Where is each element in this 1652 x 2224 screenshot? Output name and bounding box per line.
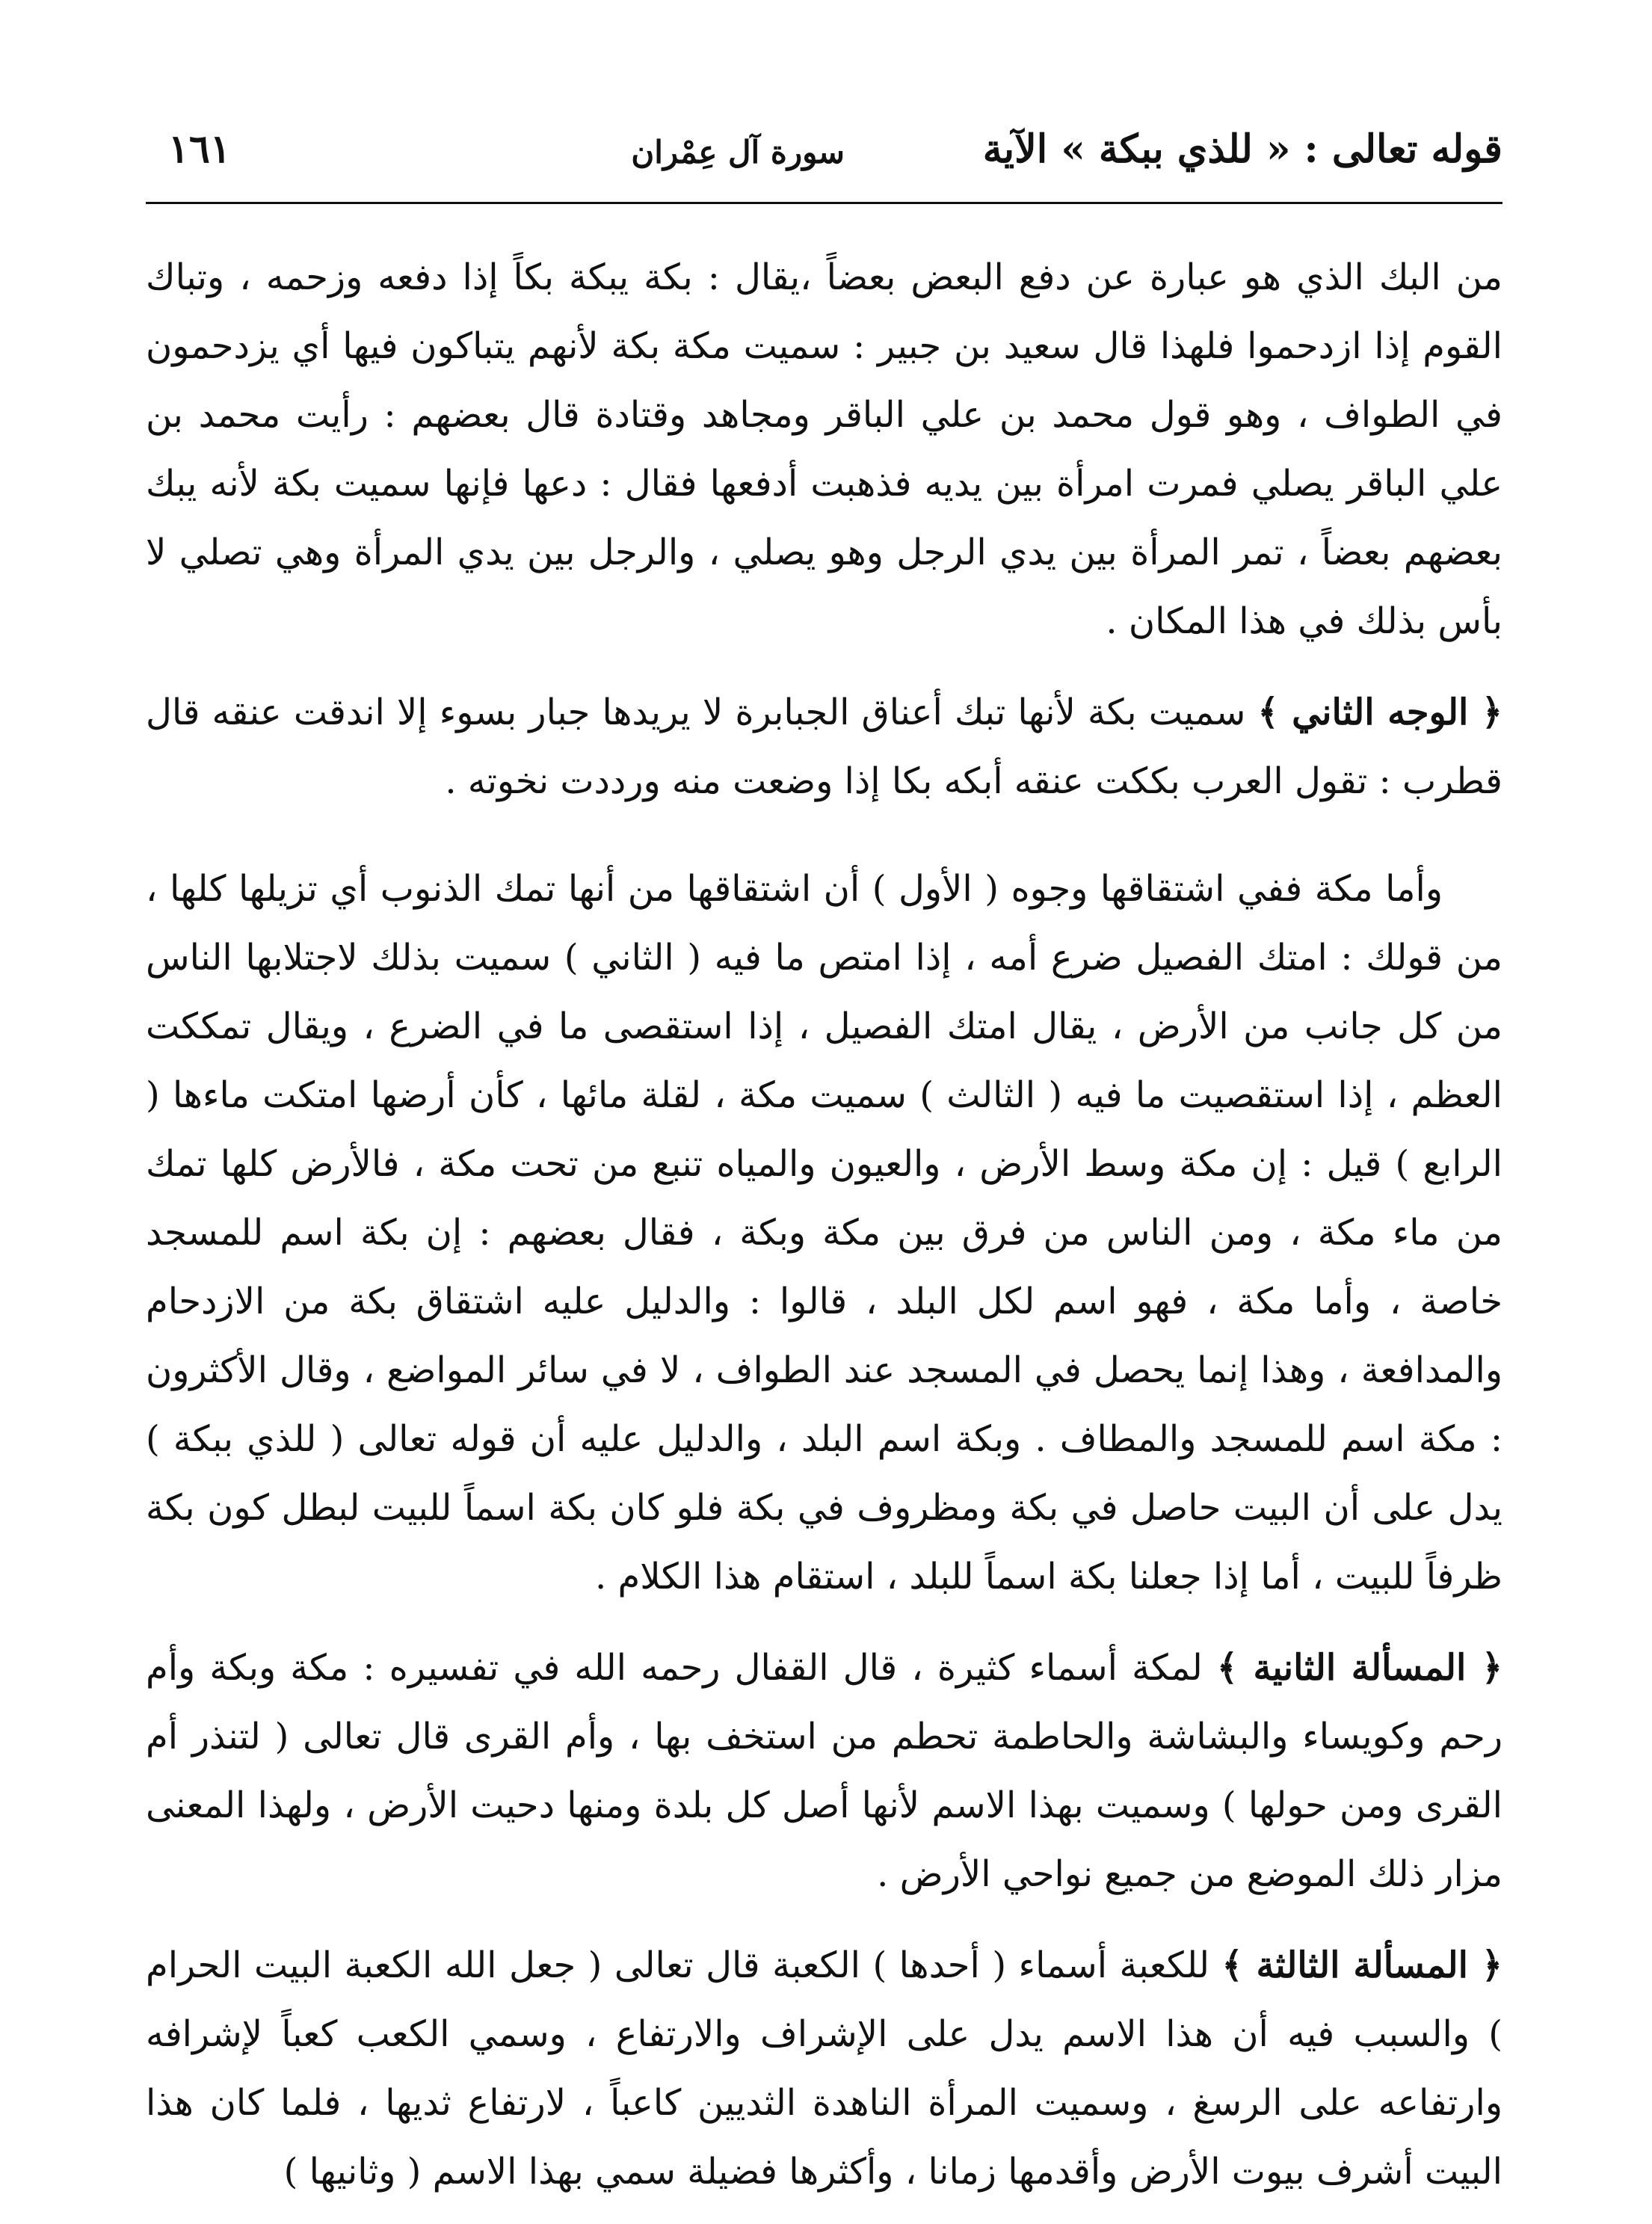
paragraph — [146, 243, 1502, 656]
header-rule — [146, 202, 1502, 204]
paragraph-text: لمكة أسماء كثيرة ، قال القفال رحمه الله في تفسيره : مكة وبكة وأم رحم وكويساء والبشاشة والحاطمة تحطم من استخف بها ، وأم القرى قال تعالى ( لتنذر أم القرى ومن حولها ) وسميت بهذا الاسم لأنها أصل كل بلدة ومنها دحيت الأرض ، ولهذا المعنى مزار ذلك الموضع من جميع نواحي الأرض . — [146, 1647, 1502, 1895]
page-number: ١٦١ — [168, 126, 231, 172]
paragraph-text: وأما مكة ففي اشتقاقها وجوه ( الأول ) أن اشتقاقها من أنها تمك الذنوب أي تزيلها كلها ، من قولك : امتك الفصيل ضرع أمه ، إذا امتص ما فيه ( الثاني ) سميت بذلك لاجتلابها الناس من كل جانب من الأرض ، يقال امتك الفصيل ، إذا استقصى ما في الضرع ، ويقال تمككت العظم ، إذا استقصيت ما فيه ( الثالث ) سميت مكة ، لقلة مائها ، كأن أرضها امتكت ماءها ( الرابع ) قيل : إن مكة وسط الأرض ، والعيون والمياه تنبع من تحت مكة ، فالأرض كلها تمك من ماء مكة ، ومن الناس من فرق بين مكة وبكة ، فقال بعضهم : إن بكة اسم للمسجد خاصة ، وأما مكة ، فهو اسم لكل البلد ، قالوا : والدليل عليه اشتقاق بكة من الازدحام والمدافعة ، وهذا إنما يحصل في المسجد عند الطواف ، لا في سائر المواضع ، وقال الأكثرون : مكة اسم للمسجد والمطاف . وبكة اسم البلد ، والدليل عليه أن قوله تعالى ( للذي ببكة ) يدل على أن البيت حاصل في بكة ومظروف في بكة فلو كان بكة اسماً للبيت لبطل كون بكة ظرفاً للبيت ، أما إذا جعلنا بكة اسماً للبلد ، استقام هذا الكلام . — [146, 868, 1503, 1598]
page-body — [146, 243, 1502, 2206]
paragraph — [146, 1931, 1502, 2206]
paragraph-text: سميت بكة لأنها تبك أعناق الجبابرة لا يريدها جبار بسوء إلا اندقت عنقه قال قطرب : تقول العرب بككت عنقه أبكه بكا إذا وضعت منه ورددت نخوته . — [146, 691, 1502, 802]
section-heading: ﴿ المسألة الثالثة ﴾ — [1221, 1944, 1503, 1986]
paragraph — [146, 1633, 1502, 1909]
header-surah-name: سورة آل عِمْران — [631, 134, 845, 170]
paragraph-text: من البك الذي هو عبارة عن دفع البعض بعضاً ،يقال : بكة يبكة بكاً إذا دفعه وزحمه ، وتباك القوم إذا ازدحموا فلهذا قال سعيد بن جبير : سميت مكة بكة لأنهم يتباكون فيها أي يزدحمون في الطواف ، وهو قول محمد بن علي الباقر ومجاهد وقتادة قال بعضهم : رأيت محمد بن علي الباقر يصلي فمرت امرأة بين يديه فذهبت أدفعها فقال : دعها فإنها سميت بكة لأنه يبك بعضهم بعضاً ، تمر المرأة بين يدي الرجل وهو يصلي ، والرجل بين يدي المرأة وهي تصلي لا بأس بذلك في هذا المكان . — [146, 256, 1503, 642]
section-heading: ﴿ المسألة الثانية ﴾ — [1216, 1647, 1503, 1689]
paragraph-text: للكعبة أسماء ( أحدها ) الكعبة قال تعالى ( جعل الله الكعبة البيت الحرام ) والسبب فيه أن هذا الاسم يدل على الإشراف والارتفاع ، وسمي الكعب كعباً لإشرافه وارتفاعه على الرسغ ، وسميت المرأة الناهدة الثديين كاعباً ، لارتفاع ثديها ، فلما كان هذا البيت أشرف بيوت الأرض وأقدمها زمانا ، وأكثرها فضيلة سمي بهذا الاسم ( وثانيها ) — [146, 1944, 1503, 2193]
header-title: قوله تعالى : « للذي ببكة » الآية — [982, 126, 1502, 172]
running-header — [146, 120, 1502, 179]
paragraph — [146, 854, 1502, 1611]
section-heading: ﴿ الوجه الثاني ﴾ — [1257, 691, 1503, 733]
paragraph — [146, 678, 1502, 816]
